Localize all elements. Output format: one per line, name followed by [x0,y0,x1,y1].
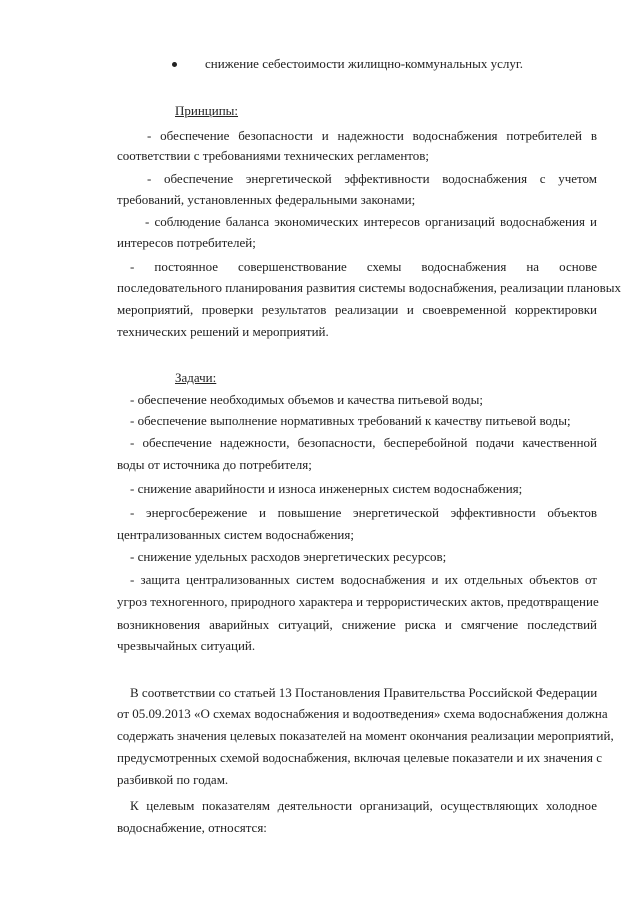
task-line: централизованных систем водоснабжения; [117,527,354,542]
principles-heading: Принципы: [175,103,239,118]
bullet-item: снижение себестоимости жилищно-коммунальных услуг. [205,56,523,71]
principle-line: - соблюдение баланса экономических интересов организаций водоснабжения и [145,214,597,229]
paragraph-line: К целевым показателям деятельности организаций, осуществляющих холодное [130,798,597,813]
task-line: воды от источника до потребителя; [117,457,312,472]
task-line: чрезвычайных ситуаций. [117,638,256,653]
paragraph-line: содержать значения целевых показателей на момент окончания реализации мероприятий, [117,728,614,743]
task-line: - обеспечение необходимых объемов и качества питьевой воды; [130,392,484,407]
task-line: угроз техногенного, природного характера и террористических актов, предотвращение [117,594,599,609]
paragraph-line: разбивкой по годам. [117,772,229,787]
tasks-heading: Задачи: [175,370,217,385]
task-line: - снижение удельных расходов энергетических ресурсов; [130,549,447,564]
task-line: - снижение аварийности и износа инженерных систем водоснабжения; [130,481,523,496]
paragraph-line: от 05.09.2013 «О схемах водоснабжения и водоотведения» схема водоснабжения должна [117,706,608,721]
principle-line: мероприятий, проверки результатов реализации и своевременной корректировки [117,302,597,317]
principle-line: требований, установленных федеральными законами; [117,192,416,207]
paragraph-line: В соответствии со статьей 13 Постановления Правительства Российской Федерации [130,685,598,700]
task-line: - энергосбережение и повышение энергетической эффективности объектов [130,505,597,520]
task-line: - защита централизованных систем водоснабжения и их отдельных объектов от [130,572,597,587]
bullet-icon [172,62,177,67]
principle-line: технических решений и мероприятий. [117,324,329,339]
paragraph-line: водоснабжение, относятся: [117,820,267,835]
paragraph-line: предусмотренных схемой водоснабжения, включая целевые показатели и их значения с [117,750,602,765]
task-line: - обеспечение надежности, безопасности, бесперебойной подачи качественной [130,435,597,450]
principle-line: интересов потребителей; [117,235,256,250]
principle-line: - обеспечение безопасности и надежности водоснабжения потребителей в [147,128,597,143]
principle-line: последовательного планирования развития системы водоснабжения, реализации плановых [117,280,621,295]
task-line: - обеспечение выполнение нормативных требований к качеству питьевой воды; [130,413,571,428]
principle-line: соответствии с требованиями технических регламентов; [117,148,430,163]
task-line: возникновения аварийных ситуаций, снижение риска и смягчение последствий [117,617,597,632]
principle-line: - постоянное совершенствование схемы водоснабжения на основе [130,259,597,274]
principle-line: - обеспечение энергетической эффективности водоснабжения с учетом [147,171,597,186]
